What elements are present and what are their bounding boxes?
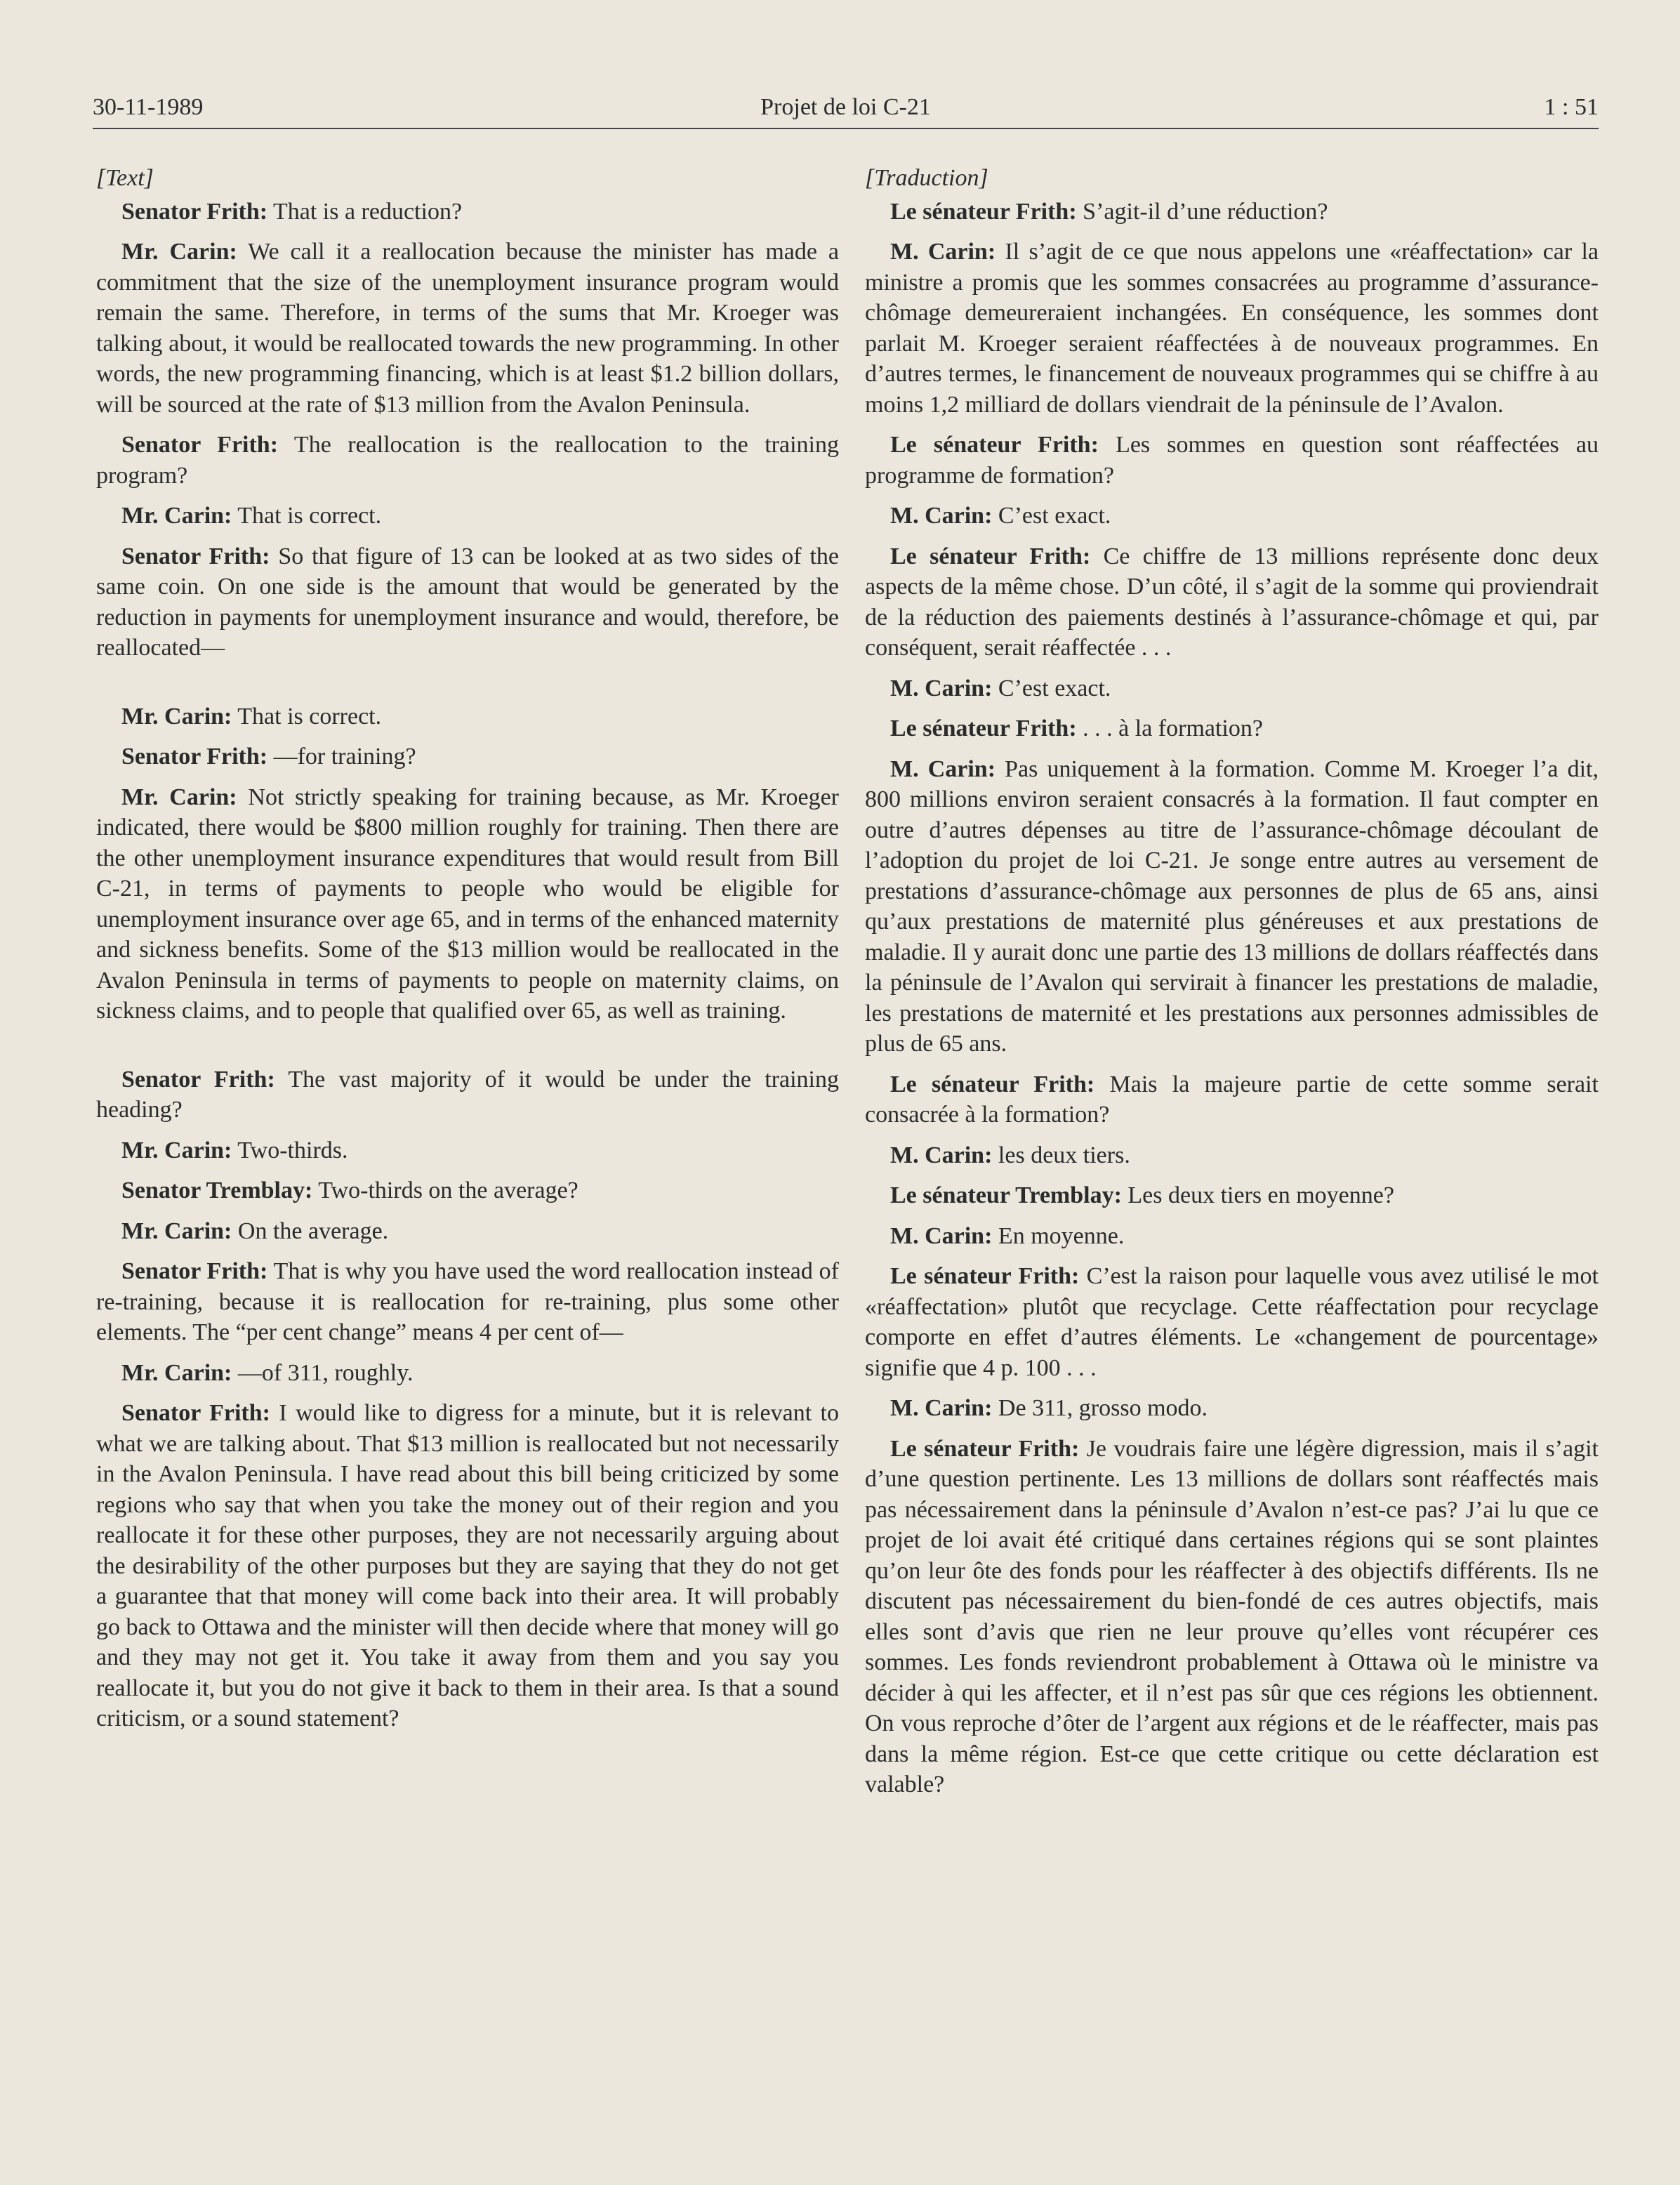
speech-text: Les deux tiers en moyenne? xyxy=(1127,1182,1394,1208)
speaker-name: Senator Frith: xyxy=(121,198,268,225)
speech-text: les deux tiers. xyxy=(998,1142,1130,1168)
speaker-name: Le sénateur Frith: xyxy=(890,1071,1095,1097)
transcript-paragraph xyxy=(96,501,839,532)
transcript-paragraph xyxy=(96,1064,839,1125)
speaker-name: Senator Frith: xyxy=(121,744,268,770)
speech-text: On the average. xyxy=(237,1217,389,1244)
transcript-paragraph xyxy=(865,1393,1599,1424)
transcript-paragraph xyxy=(96,197,839,227)
transcript-paragraph xyxy=(865,1180,1599,1211)
speech-text: That is correct. xyxy=(237,703,382,730)
speaker-name: Senator Frith: xyxy=(121,1258,268,1284)
speech-text: Je voudrais faire une légère digression, mais il s’agit d’une question pertinente. Les 13 millions de dollars sont réaffectés mais pas nécessairement dans la péninsule d’Avalon n’est-ce pas? J’ai lu que ce projet de loi avait été critiqué dans certaines régions qui se sont plaintes qu’on leur ôte des fonds pour les réaffecter à des objectifs différents. Ils ne discutent pas nécessairement du bien-fondé de ces autres objectifs, mais elles sont d’avis que rien ne leur prouve qu’elles vont récupérer ces sommes. Les fonds reviendront probablement à Ottawa où le ministre va décider à qui les affecter, et il n’est pas sûr que ces régions les obtiennent. On vous reproche d’ôter de l’argent aux régions et de le réaffecter, mais pas dans la même région. Est-ce que cette critique ou cette déclaration est valable? xyxy=(865,1435,1599,1797)
transcript-paragraph xyxy=(96,1175,839,1206)
speaker-name: Le sénateur Frith: xyxy=(890,715,1077,741)
transcript-paragraph xyxy=(96,1358,839,1389)
transcript-paragraph xyxy=(865,713,1599,744)
transcript-paragraph xyxy=(865,501,1599,532)
speech-text: Ce chiffre de 13 millions représente donc deux aspects de la même chose. D’un côté, il s’agit de la somme qui proviendrait de la réduction des paiements destinés à l’assurance-chômage et qui, par conséquent, serait réaffectée . . . xyxy=(865,543,1599,661)
speaker-name: Senator Tremblay: xyxy=(121,1177,313,1203)
speaker-name: Mr. Carin: xyxy=(121,1359,232,1386)
speech-text: Two-thirds on the average? xyxy=(318,1177,578,1203)
language-marker: [Traduction] xyxy=(865,165,988,191)
speaker-name: Le sénateur Frith: xyxy=(890,1263,1080,1289)
speaker-name: Senator Frith: xyxy=(121,1066,275,1092)
transcript-paragraph xyxy=(96,782,839,1027)
transcript-paragraph xyxy=(96,1398,839,1734)
transcript-paragraph xyxy=(865,673,1599,704)
speech-text: So that figure of 13 can be looked at as two sides of the same coin. On one side is the amount that would be generated by the reduction in payments for unemployment insurance and would, therefore, be reallocated— xyxy=(96,543,839,661)
speaker-name: Le sénateur Tremblay: xyxy=(890,1182,1122,1208)
speaker-name: M. Carin: xyxy=(890,1395,993,1421)
speaker-name: M. Carin: xyxy=(890,675,993,701)
transcript-paragraph xyxy=(96,237,839,420)
transcript-paragraph xyxy=(865,541,1599,664)
running-header xyxy=(93,84,1599,129)
transcript-paragraph xyxy=(865,237,1599,420)
header-date: 30-11-1989 xyxy=(93,94,204,120)
speaker-name: Mr. Carin: xyxy=(121,239,237,265)
speaker-name: M. Carin: xyxy=(890,1142,993,1168)
speech-text: That is correct. xyxy=(237,503,382,529)
speaker-name: M. Carin: xyxy=(890,755,996,782)
speaker-name: M. Carin: xyxy=(890,239,996,265)
speaker-name: Senator Frith: xyxy=(121,1400,270,1426)
speech-text: S’agit-il d’une réduction? xyxy=(1083,198,1328,225)
transcript-paragraph xyxy=(96,430,839,491)
transcript-paragraph xyxy=(96,541,839,664)
speech-text: The reallocation is the reallocation to the training program? xyxy=(96,432,839,489)
speaker-name: M. Carin: xyxy=(890,1222,993,1249)
speech-text: —of 311, roughly. xyxy=(237,1359,414,1386)
english-column xyxy=(96,163,839,1744)
speaker-name: Mr. Carin: xyxy=(121,784,237,810)
transcript-paragraph xyxy=(865,1221,1599,1252)
speech-text: Mais la majeure partie de cette somme serait consacrée à la formation? xyxy=(865,1071,1599,1128)
speaker-name: M. Carin: xyxy=(890,503,993,529)
speech-text: En moyenne. xyxy=(998,1222,1125,1249)
speaker-name: Le sénateur Frith: xyxy=(890,198,1077,225)
speech-text: The vast majority of it would be under the training heading? xyxy=(96,1066,839,1123)
speaker-name: Le sénateur Frith: xyxy=(890,543,1091,569)
transcript-paragraph xyxy=(96,1135,839,1166)
transcript-paragraph xyxy=(96,1256,839,1348)
speech-text: That is why you have used the word reallocation instead of re-training, because it is reallocation for re-training, plus some other elements. The “per cent change” means 4 per cent of— xyxy=(96,1258,839,1345)
speech-text: I would like to digress for a minute, but it is relevant to what we are talking about. That $13 million is reallocated but not necessarily in the Avalon Peninsula. I have read about this bill being criticized by some regions who say that when you take the money out of their region and you reallocate it for these other purposes, they are not necessarily arguing about the desirability of the other purposes but they are saying that they do not get a guarantee that that money will come back into their area. It will probably go back to Ottawa and the minister will then decide where that money will go and they may not get it. You take it away from them and you say you reallocate it, but you do not give it back to them in their area. Is that a sound criticism, or a sound statement? xyxy=(96,1400,839,1731)
speech-text: C’est exact. xyxy=(998,503,1111,529)
transcript-paragraph xyxy=(865,430,1599,491)
speaker-name: Senator Frith: xyxy=(121,432,279,458)
speaker-name: Mr. Carin: xyxy=(121,703,232,730)
transcript-paragraph xyxy=(96,1216,839,1247)
transcript-paragraph xyxy=(865,197,1599,227)
speech-text: Not strictly speaking for training because, as Mr. Kroeger indicated, there would be $800 million roughly for training. Then there are the other unemployment insurance expenditures that would result from Bill C-21, in terms of payments to people who would be eligible for unemployment insurance over age 65, and in terms of the enhanced maternity and sickness benefits. Some of the $13 million would be reallocated in the Avalon Peninsula in terms of payments to people on maternity claims, on sickness claims, and to people that qualified over 65, as well as training. xyxy=(96,784,840,1024)
speech-text: . . . à la formation? xyxy=(1083,715,1263,741)
transcript-paragraph xyxy=(865,1140,1599,1171)
transcript-paragraph xyxy=(865,1261,1599,1383)
transcript-paragraph xyxy=(865,1069,1599,1130)
speech-text: De 311, grosso modo. xyxy=(998,1395,1208,1421)
header-page-number: 1 : 51 xyxy=(1544,94,1599,120)
french-column xyxy=(865,163,1599,1810)
transcript-paragraph xyxy=(865,754,1599,1060)
speaker-name: Senator Frith: xyxy=(121,543,270,569)
speech-text: We call it a reallocation because the minister has made a commitment that the size of the unemployment insurance program would remain the same. Therefore, in terms of the sums that Mr. Kroeger was talking about, it would be reallocated towards the new programming. In other words, the new programming financing, which is at least $1.2 billion dollars, will be sourced at the rate of $13 million from the Avalon Peninsula. xyxy=(96,239,840,418)
speaker-name: Le sénateur Frith: xyxy=(890,432,1099,458)
speaker-name: Mr. Carin: xyxy=(121,1137,232,1163)
language-marker: [Text] xyxy=(96,165,154,191)
speech-text: C’est la raison pour laquelle vous avez utilisé le mot «réaffectation» plutôt que recyclage. Cette réaffectation pour recyclage comporte en effet d’autres éléments. Le «changement de pourcentage» signifie que 4 p. 100 . . . xyxy=(865,1263,1599,1381)
header-title: Projet de loi C-21 xyxy=(760,94,931,120)
transcript-paragraph xyxy=(865,1434,1599,1800)
transcript-paragraph xyxy=(96,741,839,772)
speech-text: Il s’agit de ce que nous appelons une «réaffectation» car la ministre a promis que les sommes consacrées au programme d’assurance-chômage demeureraient inchangées. En conséquence, les sommes dont parlait M. Kroeger seraient réaffectées à de nouveaux programmes. En d’autres termes, le financement de nouveaux programmes qui se chiffre à au moins 1,2 milliard de dollars viendrait de la péninsule de l’Avalon. xyxy=(865,239,1599,418)
speaker-name: Mr. Carin: xyxy=(121,503,232,529)
speech-text: Les sommes en question sont réaffectées au programme de formation? xyxy=(865,432,1599,489)
speech-text: That is a reduction? xyxy=(272,198,463,225)
speech-text: Two-thirds. xyxy=(237,1137,348,1163)
speaker-name: Le sénateur Frith: xyxy=(890,1435,1080,1462)
speech-text: Pas uniquement à la formation. Comme M. Kroeger l’a dit, 800 millions environ seraient consacrés à la formation. Il faut compter en outre d’autres dépenses au titre de l’assurance-chômage découlant de l’adoption du projet de loi C-21. Je songe entre autres au versement de prestations d’assurance-chômage aux personnes de plus de 65 ans, ainsi qu’aux prestations de maternité plus généreuses et aux prestations de maladie. Il y aurait donc une partie des 13 millions de dollars réaffectés dans la péninsule de l’Avalon qui servirait à financer les prestations de maladie, les prestations de maternité et les prestations aux personnes admissibles de plus de 65 ans. xyxy=(865,755,1599,1057)
speech-text: C’est exact. xyxy=(998,675,1111,701)
transcript-paragraph xyxy=(96,701,839,732)
speaker-name: Mr. Carin: xyxy=(121,1217,232,1244)
speech-text: —for training? xyxy=(273,744,416,770)
